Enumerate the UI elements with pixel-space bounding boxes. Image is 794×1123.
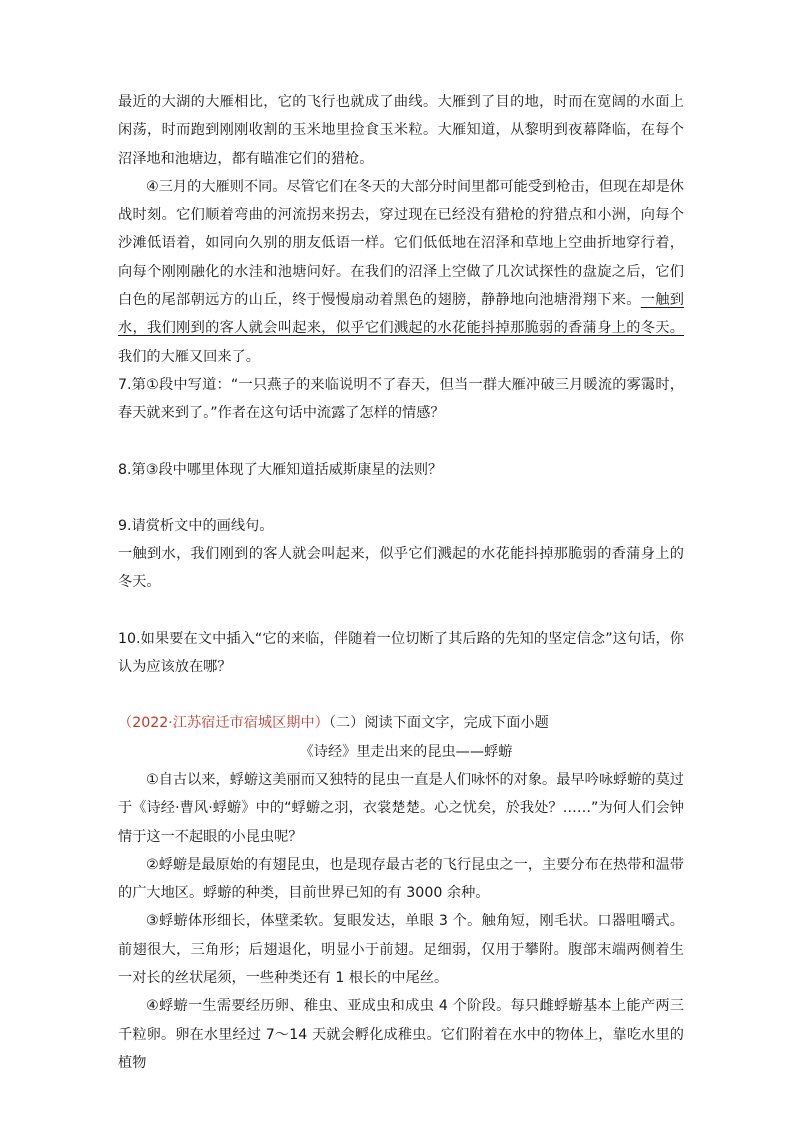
- answer-space: [118, 428, 684, 456]
- question-9: 9.请赏析文中的画线句。: [118, 517, 274, 534]
- section-2-paragraph-2: ②蜉蝣是最原始的有翅昆虫，也是现存最古老的飞行昆虫之一，主要分布在热带和温带的广大地区。蜉蝣的种类，目前世界已知的有 3000 余种。: [118, 856, 684, 902]
- underlined-sentence: 一触到水，我们刚到的客人就会叫起来，似乎它们溅起的水花能抖掉那脆弱的香蒲身上的冬天。: [118, 292, 684, 337]
- question-8: 8.第③段中哪里体现了大雁知道括威斯康星的法则？: [118, 461, 443, 478]
- section-2-paragraph-1: ①自古以来，蜉蝣这美丽而又独特的昆虫一直是人们咏怀的对象。最早吟咏蜉蝣的莫过于《诗经·曹风·蜉蝣》中的“蜉蝣之羽，衣裳楚楚。心之忧矣，於我处？……”为何人们会钟情于这一不起眼的小昆虫呢？: [118, 771, 684, 845]
- answer-space: [118, 484, 684, 512]
- answer-space: [118, 681, 684, 709]
- paragraph-4-text: ④三月的大雁则不同。尽管它们在冬天的大部分时间里都可能受到枪击，但现在却是休战时刻。它们顺着弯曲的河流拐来拐去，穿过现在已经没有猎枪的狩猎点和小洲，向每个沙滩低语着，如同向久别的朋友低语一样。它们低低地在沼泽和草地上空曲折地穿行着，向每个刚刚融化的水洼和池塘问好。在我们的沼泽上空做了几次试探性的盘旋之后，它们白色的尾部朝远方的山丘，终于慢慢扇动着黑色的翅膀，静静地向池塘滑翔下来。: [118, 178, 684, 309]
- question-10: 10.如果要在文中插入“它的来临，伴随着一位切断了其后路的先知的坚定信念”这句话，你认为应该放在哪？: [118, 630, 684, 676]
- question-7: 7.第①段中写道：“一只燕子的来临说明不了春天，但当一群大雁冲破三月暖流的雾霭时，春天就来到了。”作者在这句话中流露了怎样的情感？: [118, 376, 684, 422]
- answer-space: [118, 597, 684, 625]
- article-title: 《诗经》里走出来的昆虫——蜉蝣: [299, 743, 513, 760]
- section-2-header: [118, 709, 684, 737]
- passage1-paragraph-continued: 最近的大湖的大雁相比，它的飞行也就成了曲线。大雁到了目的地，时而在宽阔的水面上闲荡，时而跑到刚刚收割的玉米地里捡食玉米粒。大雁知道，从黎明到夜幕降临，在每个沼泽地和池塘边，都有瞄准它们的猎枪。: [118, 94, 684, 167]
- section-instruction: （二）阅读下面文字，完成下面小题: [328, 715, 549, 732]
- document-page: [118, 88, 684, 1077]
- paragraph-4-ending: 我们的大雁又回来了。: [118, 348, 260, 365]
- section-2-paragraph-3: ③蜉蝣体形细长，体壁柔软。复眼发达，单眼 3 个。触角短，刚毛状。口器咀嚼式。前翅很大，三角形；后翅退化，明显小于前翅。足细弱，仅用于攀附。腹部末端两侧着生一对长的丝状尾须，一些种类还有 1 根长的中尾丝。: [118, 913, 684, 987]
- question-9-quoted-sentence: 一触到水，我们刚到的客人就会叫起来，似乎它们溅起的水花能抖掉那脆弱的香蒲身上的冬天。: [118, 546, 684, 591]
- passage1-paragraph-4: [118, 173, 684, 371]
- exam-source: （2022·江苏宿迁市宿城区期中）: [118, 715, 329, 732]
- section-2-paragraph-4: ④蜉蝣一生需要经历卵、稚虫、亚成虫和成虫 4 个阶段。每只雌蜉蝣基本上能产两三千粒卵。卵在水里经过 7～14 天就会孵化成稚虫。它们附着在水中的物体上，靠吃水里的植物: [118, 998, 684, 1071]
